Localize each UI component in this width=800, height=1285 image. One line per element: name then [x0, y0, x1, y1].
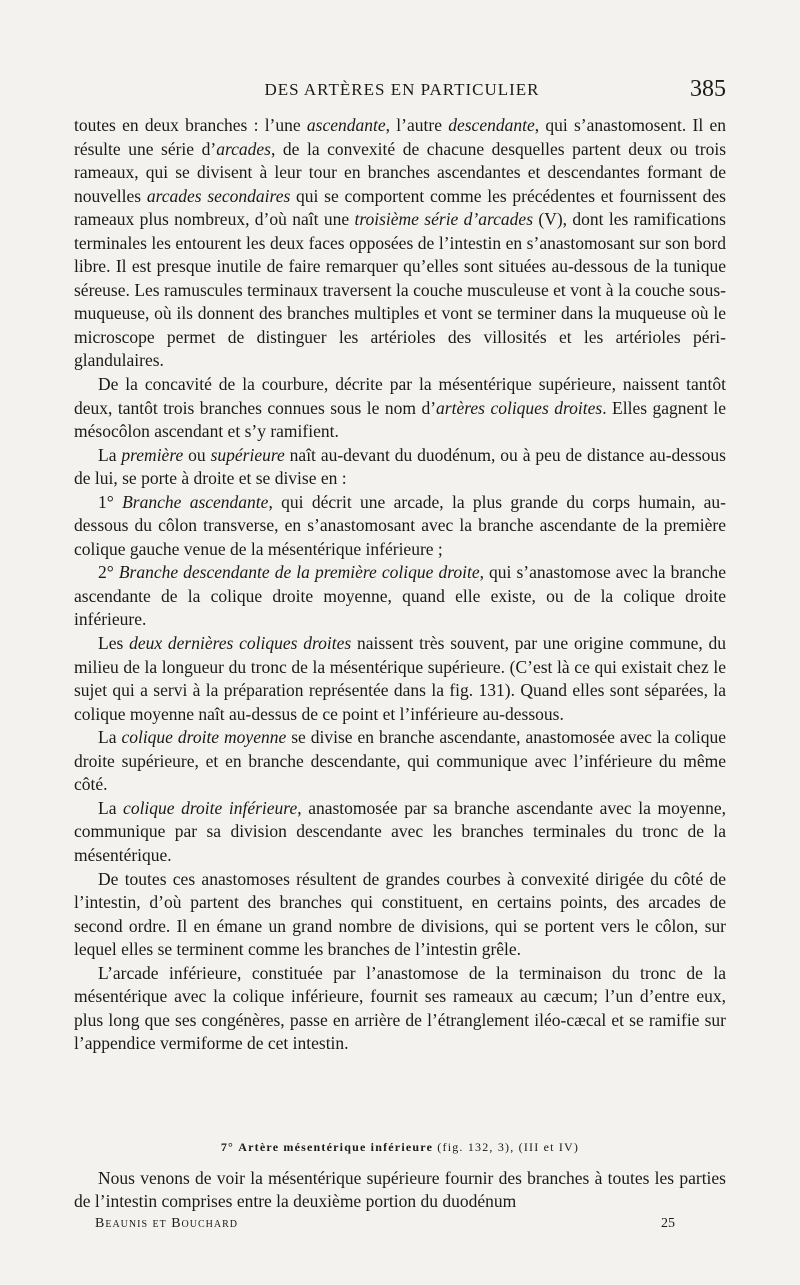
text-run: , de la convexité de chacune desquelles partent deux ou trois rameaux, qui se divisent à leur tour en branches ascendantes et descendantes formant de nouvelles [74, 138, 727, 206]
text-run: , qui s’anastomosent. Il en résulte une série d’ [74, 115, 726, 159]
section-number: 7° [220, 1140, 235, 1154]
text-run: 2° [98, 562, 119, 583]
italic-run: ascendante [306, 115, 386, 135]
page-footer [95, 1216, 675, 1236]
italic-run: deux dernières coliques droites [129, 633, 352, 654]
text-run: , anastomosée par sa branche ascendante avec la moyenne, communique par sa division descendante avec les branches terminales du tronc de la mésentérique. [74, 797, 726, 865]
text-run: La [98, 797, 124, 818]
page-header [78, 76, 726, 110]
section-title: Artère mésentérique inférieure [238, 1140, 434, 1154]
text-run: . Elles gagnent le mésocôlon ascendant et s’y ramifient. [74, 397, 726, 442]
italic-run: supérieure [210, 444, 285, 465]
italic-run: première [121, 444, 184, 465]
italic-run: colique droite inférieure [123, 797, 298, 818]
italic-run: arcades secondaires [146, 185, 291, 206]
paragraph [74, 797, 726, 868]
paragraph [74, 962, 726, 1056]
running-title: DES ARTÈRES EN PARTICULIER [264, 80, 540, 99]
signature-mark: 25 [661, 1216, 675, 1231]
italic-run: descendante [448, 115, 535, 135]
body-text [74, 114, 726, 1056]
italic-run: Branche ascendante [122, 491, 269, 512]
text-run: ou [183, 444, 211, 465]
final-paragraph: Nous venons de voir la mésentérique supérieure fournir des branches à toutes les parties de l’intestin comprises entre la deuxième portion du duodénum [74, 1168, 726, 1211]
text-run: , qui s’anastomose avec la branche ascendante de la colique droite moyenne, quand elle existe, ou de la colique droite inférieure. [74, 562, 726, 630]
text-run: Les [98, 633, 130, 654]
italic-run: artères coliques droites [436, 397, 603, 418]
italic-run: troisième série d’arcades [354, 209, 534, 230]
paragraph [74, 114, 726, 373]
paragraph [74, 491, 726, 562]
section-heading [74, 1140, 726, 1155]
paragraph [74, 561, 726, 632]
section-ref: (fig. 132, 3), (III et IV) [437, 1140, 580, 1154]
italic-run: arcades [216, 138, 271, 159]
paragraph [74, 632, 726, 726]
text-run: 1° [98, 491, 123, 512]
text-run: (V), dont les ramifications terminales les entourent les deux faces opposées de l’intestin en s’anastomosant sur son bord libre. Il est presque inutile de faire remarquer qu’elles sont situées au-dessous de la tunique séreuse. Les ramuscules terminaux traversent la couche musculeuse et vont à la couche sous-muqueuse, où ils donnent des branches multiples et vont se terminer dans la muqueuse où le microscope permet de distinguer les artérioles des villosités et les artérioles péri-glandulaires. [74, 209, 726, 371]
page-number: 385 [690, 76, 726, 102]
text-run: La [98, 444, 122, 465]
text-run: qui se comportent comme les précédentes et fournissent des rameaux plus nombreux, d’où naît une [74, 185, 726, 230]
text-run: toutes en deux branches : l’une [74, 115, 307, 135]
text-run: naissent très souvent, par une origine commune, du milieu de la longueur du tronc de la mésentérique supérieure. (C’est là ce qui existait chez le sujet qui a servi à la préparation représentée dans la fig. 131). Quand elles sont séparées, la colique moyenne naît au-dessus de ce point et l’inférieure au-dessous. [74, 633, 726, 724]
italic-run: Branche descendante de la première colique droite [118, 562, 480, 583]
italic-run: colique droite moyenne [121, 727, 287, 748]
text-run: L’arcade inférieure, constituée par l’anastomose de la terminaison du tronc de la mésentérique avec la colique inférieure, fournit ses rameaux au cæcum; l’un d’entre eux, plus long que ses congénères, passe en arrière de l’étranglement iléo-cæcal et se ramifie sur l’appendice vermiforme de cet intestin. [74, 962, 726, 1054]
final-paragraph-block [74, 1167, 726, 1213]
footer-authors: Beaunis et Bouchard [95, 1216, 239, 1231]
text-run: , qui décrit une arcade, la plus grande du corps humain, au-dessous du côlon transverse, en s’anastomosant avec la branche ascendante de la première colique gauche venue de la mésentérique inférieure ; [74, 491, 726, 559]
paragraph [74, 726, 726, 797]
text-run: naît au-devant du duodénum, ou à peu de distance au-dessous de lui, se porte à droite et se divise en : [74, 444, 726, 489]
text-run: De la concavité de la courbure, décrite par la mésentérique supérieure, naissent tantôt deux, tantôt trois branches connues sous le nom d’ [74, 374, 726, 418]
paragraph [74, 868, 726, 962]
text-run: La [98, 727, 122, 748]
paragraph [74, 444, 726, 491]
text-run: De toutes ces anastomoses résultent de grandes courbes à convexité dirigée du côté de l’intestin, d’où partent des branches qui constituent, en certains points, des arcades de second ordre. Il en émane un grand nombre de divisions, qui se portent vers le côlon, sur lequel elles se terminent comme les branches de l’intestin grêle. [74, 868, 726, 960]
text-run: , l’autre [385, 115, 449, 135]
text-run: se divise en branche ascendante, anastomosée avec la colique droite supérieure, et en branche descendante, qui communique avec l’inférieure du même côté. [74, 727, 726, 795]
paragraph [74, 373, 726, 444]
